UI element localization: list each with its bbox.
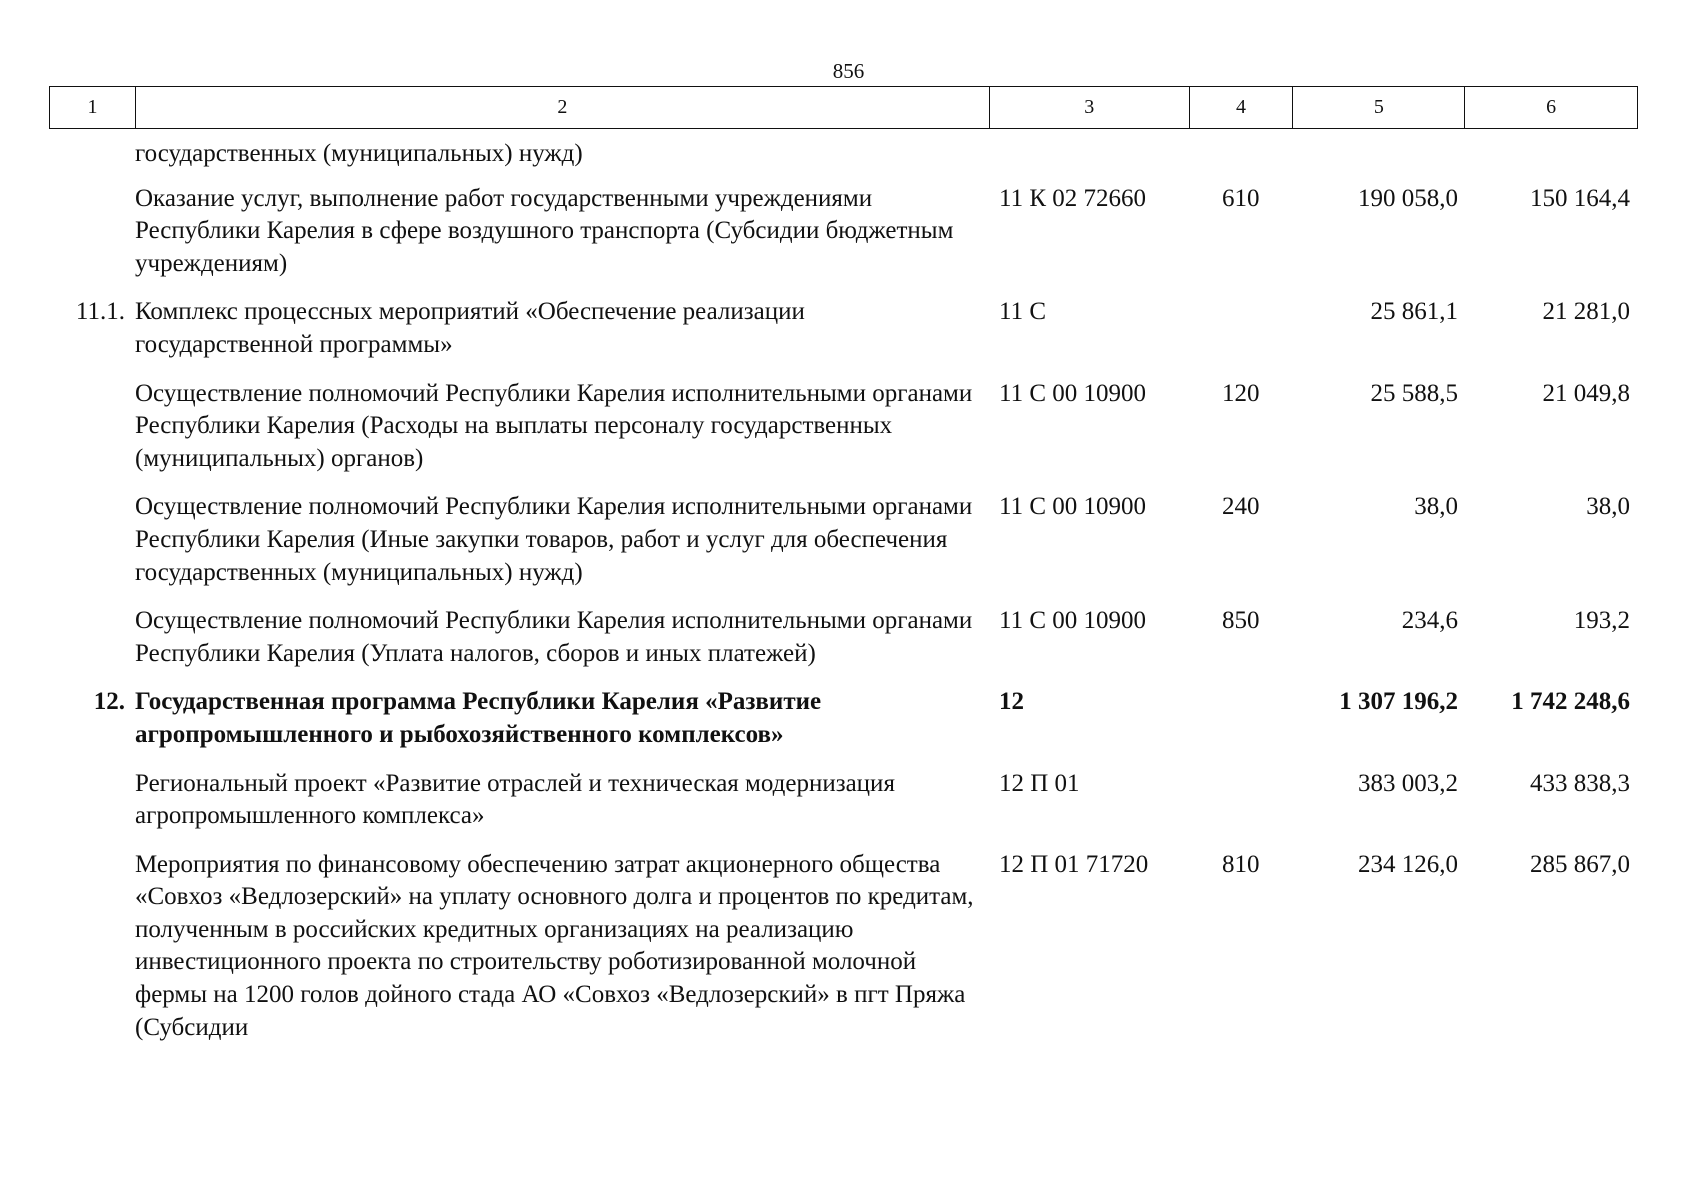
header-col-3: 3: [990, 87, 1190, 128]
row-type: 850: [1222, 607, 1260, 635]
row-name: Мероприятия по финансовому обеспечению затрат акционерного общества «Совхоз «Ведлозерский» на уплату основного долга и процентов по кредитам, полученным в российских кредитных организациях на реализацию инвестиционного проекта по строительству роботизированной молочной фермы на 1200 голов дойного стада АО «Совхоз «Ведлозерский» в пгт Пряжа (Субсидии: [135, 850, 974, 1041]
header-col-5: 5: [1293, 87, 1465, 128]
row-type: [1190, 296, 1294, 361]
row-number: [49, 378, 135, 476]
table-row-program: [49, 686, 1638, 751]
row-value-6: 433 838,3: [1530, 769, 1630, 797]
table-row: [49, 138, 1638, 171]
row-type: [1190, 138, 1294, 171]
header-col-1: 1: [50, 87, 136, 128]
row-name: Государственная программа Республики Карелия «Развитие агропромышленного и рыбохозяйственного комплексов»: [135, 688, 822, 748]
table-row: [49, 378, 1638, 476]
row-value-5: [1294, 138, 1466, 171]
row-code: 11 С 00 10900: [999, 379, 1146, 407]
row-value-5: 383 003,2: [1358, 769, 1458, 797]
row-name: Оказание услуг, выполнение работ государственными учреждениями Республики Карелия в сфере воздушного транспорта (Субсидии бюджетным учреждениям): [135, 184, 954, 277]
row-code: 11 С 00 10900: [999, 607, 1146, 635]
row-value-6: 193,2: [1573, 607, 1630, 635]
table-row: [49, 296, 1638, 361]
row-name: Осуществление полномочий Республики Карелия исполнительными органами Республики Карелия (Расходы на выплаты персоналу государственных (муниципальных) органов): [135, 379, 973, 472]
row-code: 12 П 01: [999, 769, 1080, 797]
page-number: 856: [832, 59, 865, 83]
row-value-5: 25 861,1: [1370, 298, 1458, 326]
row-value-5: 234 126,0: [1358, 850, 1458, 878]
table-body: [49, 138, 1638, 1044]
header-col-2: 2: [136, 87, 990, 128]
row-number: [49, 849, 135, 1045]
table-row: [49, 768, 1638, 833]
table-header: [49, 86, 1638, 129]
table-row: [49, 849, 1638, 1045]
row-type: 120: [1222, 379, 1260, 407]
row-type: [1190, 686, 1294, 751]
row-value-6: 21 049,8: [1542, 379, 1630, 407]
table-row: [49, 491, 1638, 589]
row-name: Осуществление полномочий Республики Карелия исполнительными органами Республики Карелия (Уплата налогов, сборов и иных платежей): [135, 607, 973, 667]
row-value-6: 150 164,4: [1530, 184, 1630, 212]
row-code: 12 П 01 71720: [999, 850, 1149, 878]
row-name: Осуществление полномочий Республики Карелия исполнительными органами Республики Карелия (Иные закупки товаров, работ и услуг для обеспечения государственных (муниципальных) нужд): [135, 493, 973, 586]
row-name: Комплекс процессных мероприятий «Обеспечение реализации государственной программы»: [135, 298, 805, 358]
table-row: [49, 183, 1638, 281]
row-value-6: 21 281,0: [1542, 298, 1630, 326]
row-value-6: [1466, 138, 1638, 171]
row-number: [49, 768, 135, 833]
row-value-5: 234,6: [1401, 607, 1458, 635]
row-number: 11.1.: [75, 298, 125, 326]
row-number: [49, 491, 135, 589]
row-type: 810: [1222, 850, 1260, 878]
row-number: [49, 138, 135, 171]
row-code: 12: [999, 688, 1024, 716]
row-code: 11 С 00 10900: [999, 493, 1146, 521]
row-name: Региональный проект «Развитие отраслей и техническая модернизация агропромышленного комплекса»: [135, 769, 895, 830]
row-name: государственных (муниципальных) нужд): [135, 140, 583, 167]
row-value-6: 1 742 248,6: [1511, 688, 1630, 716]
table-row: [49, 605, 1638, 670]
row-type: 610: [1222, 184, 1260, 212]
row-value-5: 25 588,5: [1370, 379, 1458, 407]
row-code: [990, 138, 1190, 171]
row-number: 12.: [93, 688, 125, 716]
row-value-6: 285 867,0: [1530, 850, 1630, 878]
row-value-6: 38,0: [1586, 493, 1630, 521]
row-type: 240: [1222, 493, 1260, 521]
row-number: [49, 605, 135, 670]
header-col-4: 4: [1190, 87, 1294, 128]
row-value-5: 190 058,0: [1358, 184, 1458, 212]
row-type: [1190, 768, 1294, 833]
row-value-5: 1 307 196,2: [1339, 688, 1458, 716]
row-value-5: 38,0: [1414, 493, 1458, 521]
row-number: [49, 183, 135, 281]
header-col-6: 6: [1546, 96, 1557, 118]
row-code: 11 С: [999, 298, 1046, 326]
row-code: 11 К 02 72660: [999, 184, 1146, 212]
